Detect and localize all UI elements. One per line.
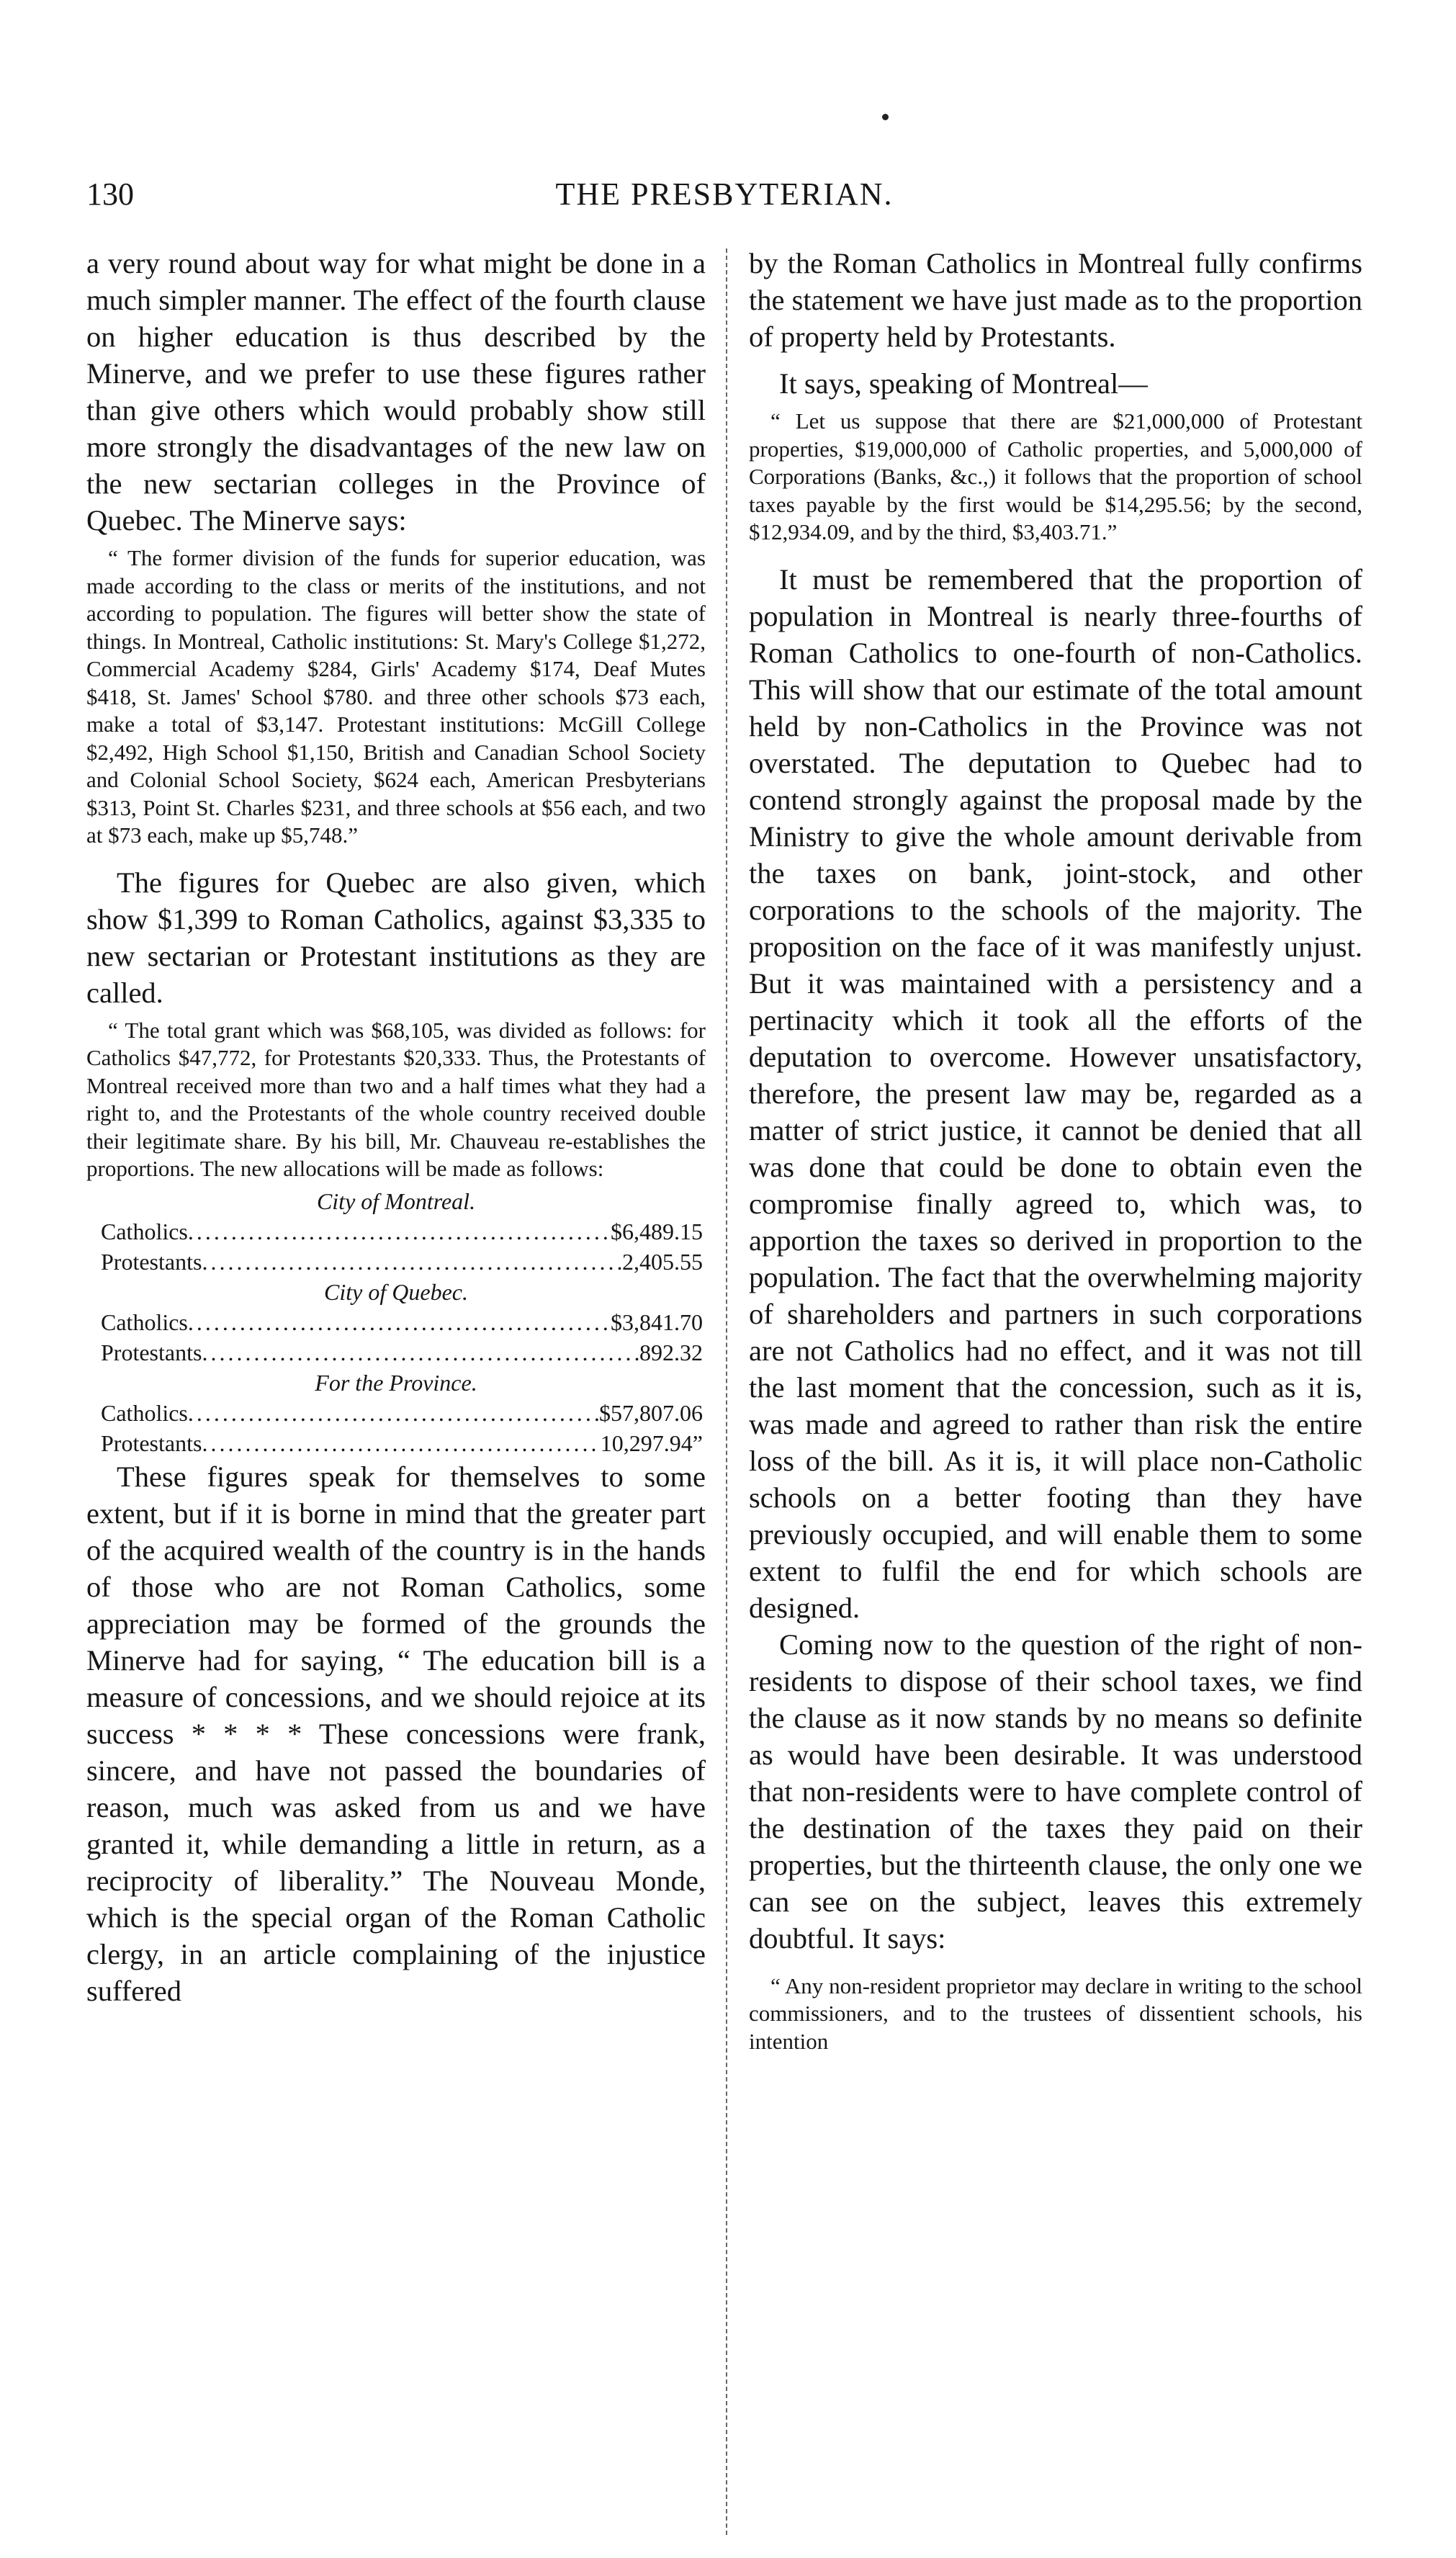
allocation-label: Protestants xyxy=(101,1430,202,1456)
paragraph: It must be remembered that the proportion of population in Montreal is nearly three-fourths of Roman Catholics to one-fourth of non-Catholics. This will show that our estimate of the total amount held by non-Catholics in the Province was not overstated. The deputation to Quebec had to contend strongly against the proposal made by the Ministry to give the whole amount derivable from the taxes on bank, joint-stock, and other corporations to the schools of the majority. The proposition on the face of it was manifestly unjust. But it was maintained with a persistency and a pertinacity which it took all the efforts of the deputation to overcome. However unsatisfactory, therefore, the present law may be, regarded as a matter of strict justice, it cannot be denied that all was done that could be done to obtain even the compromise finally agreed to, which was, to apportion the taxes so derived in proportion to the population. The fact that the overwhelming majority of shareholders and partners in such corporations are not Catholics had no effect, and it was not till the last moment that the concession, such as it is, was made and agreed to rather than risk the entire loss of the bill. As it is, it will place non-Catholic schools on a better footing than they have previously occupied, and will enable them to some extent to fulfil the end for which schools are designed. xyxy=(749,562,1362,1624)
allocation-row xyxy=(86,1247,706,1277)
ink-dot xyxy=(882,114,889,120)
page-number: 130 xyxy=(86,176,134,212)
paragraph: Coming now to the question of the right of non-residents to dispose of their school taxes, we find the clause as it now stands by no means so definite as would have been desirable. It was understood that non-residents were to have complete control of the destination of the taxes they paid on their properties, but the thirteenth clause, the only one we can see on the subject, leaves this extremely doubtful. It says: xyxy=(749,1628,1362,1955)
running-title: THE PRESBYTERIAN. xyxy=(555,176,894,212)
allocation-label: Catholics xyxy=(101,1218,188,1244)
paragraph: The figures for Quebec are also given, which show $1,399 to Roman Catholics, against $3,335 to new sectarian or Protestant institutions as they are called. xyxy=(86,866,706,1009)
block-quote: “ The total grant which was $68,105, was divided as follows: for Catholics $47,772, for Protestants $20,333. Thus, the Protestants of Montreal received more than two and a half times what they had a right to, and the Protestants of the whole country received double their legitimate share. By his bill, Mr. Chauveau re-establishes the proportions. The new allocations will be made as follows: xyxy=(86,1017,706,1181)
allocation-amount: $57,807.06 xyxy=(599,1399,703,1426)
leader-dots xyxy=(202,1428,600,1458)
leader-dots xyxy=(202,1247,622,1277)
allocation-label: Protestants xyxy=(101,1339,202,1365)
leader-dots xyxy=(188,1216,611,1247)
paragraph: It says, speaking of Montreal— xyxy=(779,367,1148,400)
block-quote: “ Let us suppose that there are $21,000,000 of Protestant properties, $19,000,000 of Catholic properties, and 5,000,000 of Corporations (Banks, &c.,) it follows that the proportion of school taxes payable by the first would be $14,295.56; by the second, $12,934.09, and by the third, $3,403.71.” xyxy=(749,408,1362,544)
allocation-row xyxy=(86,1307,706,1337)
allocation-row xyxy=(86,1398,706,1428)
column-rule xyxy=(726,248,727,2535)
block-quote: “ Any non-resident proprietor may declare in writing to the school commissioners, and to the trustees of dissentient schools, his intention xyxy=(749,1973,1362,2054)
allocation-heading: For the Province. xyxy=(315,1369,477,1396)
allocation-amount: 892.32 xyxy=(639,1339,703,1365)
paragraph: These figures speak for themselves to some extent, but if it is borne in mind that the greater part of the acquired wealth of the country is in the hands of those who are not Roman Catholics, some appreciation may be formed of the grounds the Minerve had for saying, “ The education bill is a measure of concessions, and we should rejoice at its success * * * * These concessions were frank, sincere, and have not passed the boundaries of reason, much was asked from us and we have granted it, while demanding a little in return, as a reciprocity of liberality.” The Nouveau Monde, which is the special organ of the Roman Catholic clergy, in an article complaining of the injustice suffered xyxy=(86,1460,706,2007)
allocation-row xyxy=(86,1337,706,1368)
leader-dots xyxy=(188,1398,599,1428)
leader-dots xyxy=(202,1337,639,1368)
allocation-label: Protestants xyxy=(101,1248,202,1275)
allocation-amount: 2,405.55 xyxy=(622,1248,703,1275)
allocation-heading: City of Quebec. xyxy=(324,1278,468,1305)
paragraph: a very round about way for what might be done in a much simpler manner. The effect of the fourth clause on higher education is thus described by the Minerve, and we prefer to use these figures rather than give others which would probably show still more strongly the disadvantages of the new law on the new sectarian colleges in the Province of Quebec. The Minerve says: xyxy=(86,247,706,537)
right-column xyxy=(749,245,1362,2544)
page-header xyxy=(86,176,1362,226)
allocation-heading: City of Montreal. xyxy=(316,1188,476,1214)
allocation-label: Catholics xyxy=(101,1399,188,1426)
left-column xyxy=(86,245,706,2544)
allocation-row xyxy=(86,1216,706,1247)
spacer xyxy=(749,355,1362,365)
allocation-table xyxy=(86,1186,706,1458)
allocation-amount: $6,489.15 xyxy=(611,1218,703,1244)
allocation-amount: 10,297.94” xyxy=(600,1430,703,1456)
allocation-row xyxy=(86,1428,706,1458)
leader-dots xyxy=(188,1307,611,1337)
allocation-label: Catholics xyxy=(101,1309,188,1335)
block-quote: “ The former division of the funds for superior education, was made according to the class or merits of the institutions, and not according to population. The figures will better show the state of things. In Montreal, Catholic institutions: St. Mary's College $1,272, Commercial Academy $284, Girls' Academy $174, Deaf Mutes $418, St. James' School $780. and three other schools $73 each, make a total of $3,147. Protestant institutions: McGill College $2,492, High School $1,150, British and Canadian School Society and Colonial School Society, $624 each, American Presbyterians $313, Point St. Charles $231, and three schools at $56 each, and two at $73 each, make up $5,748.” xyxy=(86,545,706,848)
paragraph: by the Roman Catholics in Montreal fully confirms the statement we have just made as to the proportion of property held by Protestants. xyxy=(749,247,1362,353)
allocation-amount: $3,841.70 xyxy=(611,1309,703,1335)
